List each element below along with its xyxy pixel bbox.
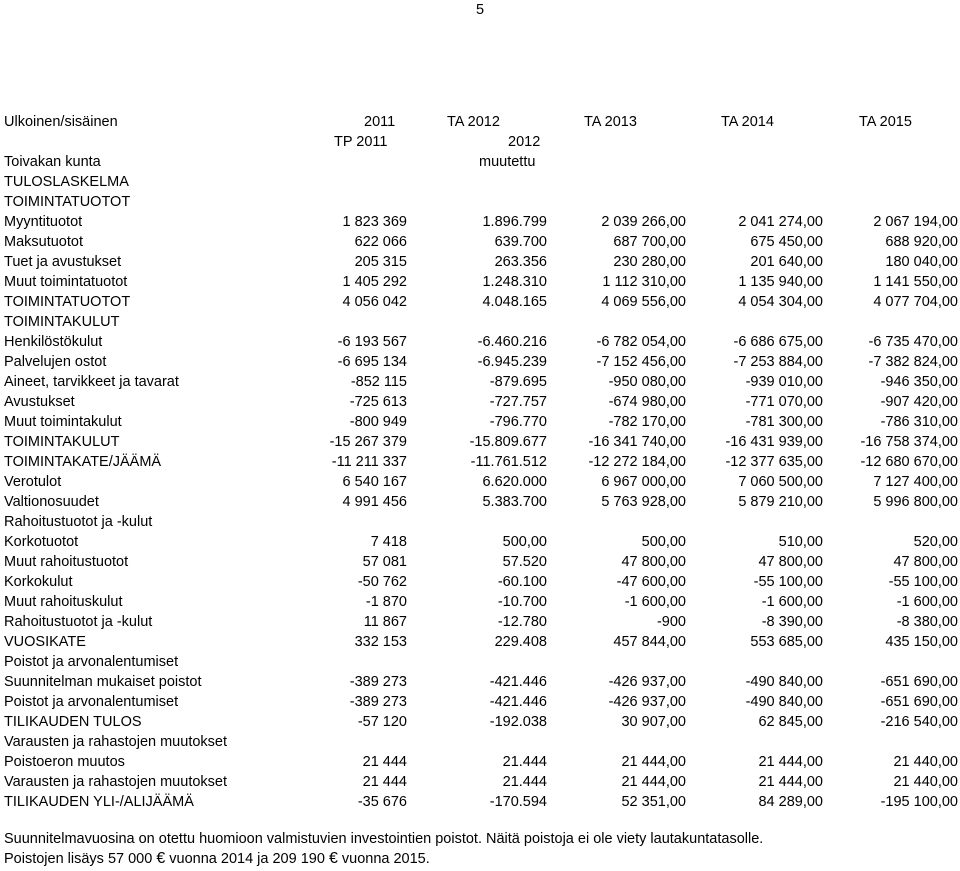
cell-col-2: -60.100 — [497, 574, 547, 590]
cell-col-2: 21.444 — [502, 754, 547, 770]
cell-col-4: 62 845,00 — [758, 714, 823, 730]
cell-col-4: -12 377 635,00 — [725, 454, 823, 470]
cell-col-5: -1 600,00 — [896, 594, 958, 610]
row-label: Muut toimintatuotot — [4, 274, 128, 290]
cell-col-2: -192.038 — [489, 714, 547, 730]
cell-col-3: 457 844,00 — [613, 634, 686, 650]
col-header-ta2015: TA 2015 — [859, 114, 912, 130]
table-row — [0, 754, 960, 774]
table-row — [0, 534, 960, 554]
table-row — [0, 734, 960, 754]
cell-col-3: -674 980,00 — [608, 394, 686, 410]
cell-col-4: -8 390,00 — [761, 614, 823, 630]
cell-col-3: 1 112 310,00 — [602, 274, 686, 290]
report-title: TULOSLASKELMA — [4, 174, 129, 190]
cell-col-5: 1 141 550,00 — [873, 274, 958, 290]
cell-col-5: -651 690,00 — [880, 694, 958, 710]
cell-col-2: 263.356 — [494, 254, 547, 270]
table-row — [0, 314, 960, 334]
cell-col-3: -47 600,00 — [616, 574, 686, 590]
cell-col-5: 47 800,00 — [893, 554, 958, 570]
cell-col-5: -7 382 824,00 — [868, 354, 958, 370]
cell-col-1: -50 762 — [357, 574, 407, 590]
cell-col-2: -421.446 — [489, 694, 547, 710]
cell-col-2: -6.460.216 — [477, 334, 547, 350]
table-row — [0, 774, 960, 794]
cell-col-3: 6 967 000,00 — [601, 474, 686, 490]
cell-col-1: -57 120 — [357, 714, 407, 730]
row-label: Poistot ja arvonalentumiset — [4, 654, 179, 670]
cell-col-1: 1 405 292 — [342, 274, 407, 290]
col-header-ta2014: TA 2014 — [721, 114, 774, 130]
cell-col-5: 21 440,00 — [893, 774, 958, 790]
cell-col-5: -786 310,00 — [880, 414, 958, 430]
cell-col-5: -12 680 670,00 — [860, 454, 958, 470]
table-row — [0, 694, 960, 714]
footnote-2-part-b: vuonna 2014 ja 209 190 — [169, 851, 325, 867]
cell-col-3: 2 039 266,00 — [601, 214, 686, 230]
cell-col-3: -12 272 184,00 — [588, 454, 686, 470]
cell-col-3: -782 170,00 — [608, 414, 686, 430]
cell-col-1: -15 267 379 — [329, 434, 407, 450]
row-label: TILIKAUDEN TULOS — [4, 714, 142, 730]
cell-col-3: 21 444,00 — [621, 754, 686, 770]
row-label: TOIMINTATUOTOT — [4, 294, 131, 310]
cell-col-5: -16 758 374,00 — [860, 434, 958, 450]
table-title: Ulkoinen/sisäinen — [4, 114, 118, 130]
cell-col-3: 47 800,00 — [621, 554, 686, 570]
cell-col-4: 510,00 — [778, 534, 823, 550]
cell-col-4: -16 431 939,00 — [725, 434, 823, 450]
row-label: Varausten ja rahastojen muutokset — [4, 734, 228, 750]
cell-col-3: 230 280,00 — [613, 254, 686, 270]
cell-col-5: 2 067 194,00 — [873, 214, 958, 230]
row-label: Varausten ja rahastojen muutokset — [4, 774, 228, 790]
cell-col-4: -490 840,00 — [745, 674, 823, 690]
table-row — [0, 434, 960, 454]
cell-col-2: -727.757 — [489, 394, 547, 410]
table-row — [0, 234, 960, 254]
cell-col-1: -389 273 — [349, 674, 407, 690]
footnote-2-part-c: vuonna 2015. — [341, 851, 430, 867]
cell-col-5: 7 127 400,00 — [873, 474, 958, 490]
euro-sign-icon: € — [156, 850, 166, 867]
cell-col-3: -1 600,00 — [624, 594, 686, 610]
cell-col-4: 201 640,00 — [750, 254, 823, 270]
row-label: Avustukset — [4, 394, 75, 410]
cell-col-3: -6 782 054,00 — [596, 334, 686, 350]
cell-col-2: 21.444 — [502, 774, 547, 790]
cell-col-1: -6 193 567 — [337, 334, 407, 350]
cell-col-1: 7 418 — [370, 534, 407, 550]
row-label: Muut rahoituskulut — [4, 594, 123, 610]
row-label: Aineet, tarvikkeet ja tavarat — [4, 374, 179, 390]
row-label: Poistot ja arvonalentumiset — [4, 694, 179, 710]
row-label: Muut rahoitustuotot — [4, 554, 129, 570]
row-label: TOIMINTAKULUT — [4, 314, 120, 330]
row-label: Valtionosuudet — [4, 494, 99, 510]
cell-col-4: -490 840,00 — [745, 694, 823, 710]
cell-col-2: -879.695 — [489, 374, 547, 390]
cell-col-4: 675 450,00 — [750, 234, 823, 250]
cell-col-4: -6 686 675,00 — [733, 334, 823, 350]
cell-col-1: -6 695 134 — [337, 354, 407, 370]
cell-col-1: -11 211 337 — [331, 454, 407, 470]
cell-col-5: -216 540,00 — [880, 714, 958, 730]
cell-col-2: 57.520 — [502, 554, 547, 570]
row-label: TOIMINTATUOTOT — [4, 194, 131, 210]
table-row — [0, 334, 960, 354]
table-row — [0, 514, 960, 534]
cell-col-3: -16 341 740,00 — [588, 434, 686, 450]
cell-col-3: 4 069 556,00 — [601, 294, 686, 310]
table-row — [0, 474, 960, 494]
cell-col-3: -426 937,00 — [608, 674, 686, 690]
cell-col-3: 30 907,00 — [621, 714, 686, 730]
table-row — [0, 614, 960, 634]
table-row — [0, 394, 960, 414]
cell-col-5: -907 420,00 — [880, 394, 958, 410]
cell-col-5: 435 150,00 — [885, 634, 958, 650]
footnote-2-part-a: Poistojen lisäys 57 000 — [4, 851, 153, 867]
table-row — [0, 194, 960, 214]
row-label: TOIMINTAKATE/JÄÄMÄ — [4, 454, 162, 470]
row-label: TOIMINTAKULUT — [4, 434, 120, 450]
cell-col-4: -939 010,00 — [745, 374, 823, 390]
cell-col-4: 7 060 500,00 — [738, 474, 823, 490]
table-row — [0, 794, 960, 814]
footnote-1: Suunnitelmavuosina on otettu huomioon valmistuvien investointien poistot. Näitä poistoja ei ole viety lautakuntatasolle. — [4, 831, 764, 847]
table-row — [0, 654, 960, 674]
cell-col-5: 4 077 704,00 — [873, 294, 958, 310]
cell-col-2: -11.761.512 — [470, 454, 547, 470]
table-row — [0, 674, 960, 694]
cell-col-2: 6.620.000 — [482, 474, 547, 490]
row-label: Tuet ja avustukset — [4, 254, 122, 270]
cell-col-3: 52 351,00 — [621, 794, 686, 810]
row-label: Korkotuotot — [4, 534, 79, 550]
row-label: VUOSIKATE — [4, 634, 86, 650]
cell-col-3: -426 937,00 — [608, 694, 686, 710]
cell-col-5: -8 380,00 — [896, 614, 958, 630]
cell-col-4: 4 054 304,00 — [738, 294, 823, 310]
table-row — [0, 254, 960, 274]
table-row — [0, 554, 960, 574]
cell-col-5: 5 996 800,00 — [873, 494, 958, 510]
cell-col-4: 1 135 940,00 — [738, 274, 823, 290]
cell-col-4: 47 800,00 — [758, 554, 823, 570]
cell-col-2: 500,00 — [502, 534, 547, 550]
cell-col-5: 21 440,00 — [893, 754, 958, 770]
table-row — [0, 574, 960, 594]
cell-col-4: -55 100,00 — [753, 574, 823, 590]
cell-col-4: 5 879 210,00 — [738, 494, 823, 510]
table-row — [0, 214, 960, 234]
row-label: Rahoitustuotot ja -kulut — [4, 514, 153, 530]
cell-col-5: -195 100,00 — [880, 794, 958, 810]
cell-col-5: -946 350,00 — [880, 374, 958, 390]
cell-col-4: -1 600,00 — [761, 594, 823, 610]
col-header-ta2012: TA 2012 — [447, 114, 500, 130]
cell-col-4: 553 685,00 — [750, 634, 823, 650]
cell-col-2: 639.700 — [494, 234, 547, 250]
cell-col-3: 21 444,00 — [621, 774, 686, 790]
cell-col-2: -6.945.239 — [477, 354, 547, 370]
cell-col-1: 6 540 167 — [342, 474, 407, 490]
cell-col-1: 21 444 — [362, 774, 407, 790]
table-row — [0, 274, 960, 294]
cell-col-2: 1.248.310 — [482, 274, 547, 290]
col-subheader-2012: 2012 — [508, 134, 541, 150]
cell-col-2: -421.446 — [489, 674, 547, 690]
footnote-2 — [4, 851, 430, 868]
table-row — [0, 454, 960, 474]
cell-col-2: -170.594 — [489, 794, 547, 810]
cell-col-2: 4.048.165 — [482, 294, 547, 310]
row-label: Maksutuotot — [4, 234, 83, 250]
table-row — [0, 714, 960, 734]
row-label: Poistoeron muutos — [4, 754, 125, 770]
row-label: Verotulot — [4, 474, 62, 490]
row-label: TILIKAUDEN YLI-/ALIJÄÄMÄ — [4, 794, 194, 810]
cell-col-5: 180 040,00 — [885, 254, 958, 270]
cell-col-1: 11 867 — [363, 614, 407, 630]
cell-col-3: -950 080,00 — [608, 374, 686, 390]
cell-col-1: 21 444 — [362, 754, 407, 770]
col-header-ta2013: TA 2013 — [584, 114, 637, 130]
col-header-2011: 2011 — [364, 114, 396, 130]
cell-col-1: -389 273 — [349, 694, 407, 710]
cell-col-5: -55 100,00 — [888, 574, 958, 590]
cell-col-5: 688 920,00 — [885, 234, 958, 250]
cell-col-2: -10.700 — [497, 594, 547, 610]
cell-col-3: -7 152 456,00 — [596, 354, 686, 370]
cell-col-4: 84 289,00 — [758, 794, 823, 810]
cell-col-3: 5 763 928,00 — [601, 494, 686, 510]
cell-col-2: 5.383.700 — [482, 494, 547, 510]
table-row — [0, 634, 960, 654]
cell-col-4: -771 070,00 — [745, 394, 823, 410]
cell-col-5: -651 690,00 — [880, 674, 958, 690]
cell-col-4: -7 253 884,00 — [733, 354, 823, 370]
cell-col-4: 21 444,00 — [758, 774, 823, 790]
cell-col-5: 520,00 — [913, 534, 958, 550]
cell-col-3: 500,00 — [641, 534, 686, 550]
cell-col-1: 1 823 369 — [342, 214, 407, 230]
cell-col-3: -900 — [656, 614, 686, 630]
cell-col-1: 332 153 — [354, 634, 407, 650]
org-name: Toivakan kunta — [4, 154, 101, 170]
cell-col-1: -1 870 — [365, 594, 407, 610]
cell-col-1: 57 081 — [362, 554, 407, 570]
cell-col-1: 622 066 — [354, 234, 407, 250]
cell-col-1: 205 315 — [354, 254, 407, 270]
row-label: Muut toimintakulut — [4, 414, 122, 430]
cell-col-1: -852 115 — [350, 374, 407, 390]
cell-col-2: -12.780 — [497, 614, 547, 630]
row-label: Henkilöstökulut — [4, 334, 103, 350]
cell-col-1: -800 949 — [349, 414, 407, 430]
cell-col-4: 21 444,00 — [758, 754, 823, 770]
page-number: 5 — [475, 2, 485, 18]
cell-col-2: -796.770 — [489, 414, 547, 430]
euro-sign-icon: € — [328, 850, 338, 867]
cell-col-2: -15.809.677 — [469, 434, 547, 450]
cell-col-2: 1.896.799 — [482, 214, 547, 230]
cell-col-5: -6 735 470,00 — [868, 334, 958, 350]
cell-col-4: -781 300,00 — [745, 414, 823, 430]
table-row — [0, 414, 960, 434]
cell-col-1: 4 056 042 — [342, 294, 407, 310]
table-row — [0, 594, 960, 614]
row-label: Korkokulut — [4, 574, 73, 590]
cell-col-1: -35 676 — [357, 794, 407, 810]
col-subheader-tp2011: TP 2011 — [334, 134, 388, 150]
table-row — [0, 294, 960, 314]
row-label: Rahoitustuotot ja -kulut — [4, 614, 153, 630]
row-label: Suunnitelman mukaiset poistot — [4, 674, 202, 690]
row-label: Palvelujen ostot — [4, 354, 107, 370]
table-row — [0, 374, 960, 394]
cell-col-2: 229.408 — [494, 634, 547, 650]
table-row — [0, 354, 960, 374]
row-label: Myyntituotot — [4, 214, 83, 230]
cell-col-1: -725 613 — [349, 394, 407, 410]
col-subheader-muutettu: muutettu — [479, 154, 536, 170]
cell-col-3: 687 700,00 — [613, 234, 686, 250]
cell-col-1: 4 991 456 — [342, 494, 407, 510]
table-row — [0, 494, 960, 514]
cell-col-4: 2 041 274,00 — [738, 214, 823, 230]
